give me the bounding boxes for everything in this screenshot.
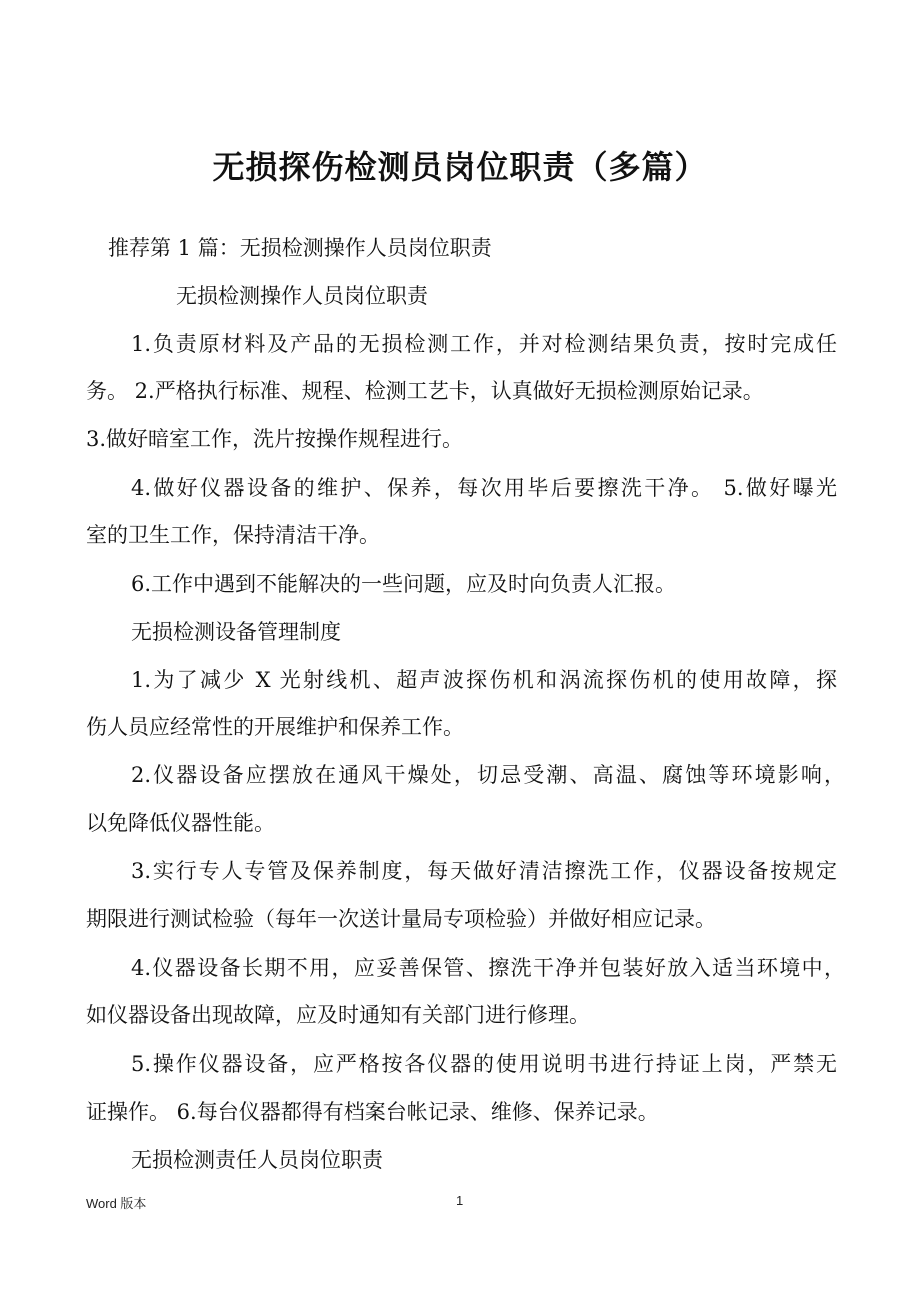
paragraph-line: 6.工作中遇到不能解决的一些问题，应及时向负责人汇报。	[131, 572, 677, 596]
paragraph-line: 2.仪器设备应摆放在通风干燥处，切忌受潮、高温、腐蚀等环境影响，	[131, 763, 845, 787]
paragraph-line: 期限进行测试检验（每年一次送计量局专项检验）并做好相应记录。	[86, 907, 716, 931]
paragraph-line: 以免降低仪器性能。	[86, 811, 275, 835]
paragraph-line: 室的卫生工作，保持清洁干净。	[86, 523, 380, 547]
paragraph-line: 3.做好暗室工作，洗片按操作规程进行。	[86, 427, 464, 451]
page-number: 1	[456, 1193, 464, 1208]
paragraph-line: 5.操作仪器设备，应严格按各仪器的使用说明书进行持证上岗，严禁无	[131, 1052, 837, 1076]
recommend-line: 推荐第 1 篇：无损检测操作人员岗位职责	[108, 236, 492, 260]
section-heading: 无损检测操作人员岗位职责	[176, 284, 428, 308]
paragraph-line: 1.负责原材料及产品的无损检测工作，并对检测结果负责，按时完成任	[131, 332, 837, 356]
paragraph-line: 4.仪器设备长期不用，应妥善保管、擦洗干净并包装好放入适当环境中，	[131, 956, 845, 980]
paragraph-line: 3.实行专人专管及保养制度，每天做好清洁擦洗工作，仪器设备按规定	[131, 859, 837, 883]
document-title: 无损探伤检测员岗位职责（多篇）	[212, 148, 708, 186]
paragraph-line: 如仪器设备出现故障，应及时通知有关部门进行修理。	[86, 1003, 590, 1027]
paragraph-line: 伤人员应经常性的开展维护和保养工作。	[86, 715, 464, 739]
paragraph-line: 证操作。 6.每台仪器都得有档案台帐记录、维修、保养记录。	[86, 1100, 659, 1124]
footer-label: Word 版本	[86, 1196, 147, 1211]
subheading: 无损检测责任人员岗位职责	[131, 1148, 383, 1172]
subheading: 无损检测设备管理制度	[131, 620, 341, 644]
paragraph-line: 务。 2.严格执行标准、规程、检测工艺卡，认真做好无损检测原始记录。	[86, 379, 764, 403]
paragraph-line: 1.为了减少 X 光射线机、超声波探伤机和涡流探伤机的使用故障，探	[131, 668, 837, 692]
paragraph-line: 4.做好仪器设备的维护、保养，每次用毕后要擦洗干净。 5.做好曝光	[131, 476, 837, 500]
